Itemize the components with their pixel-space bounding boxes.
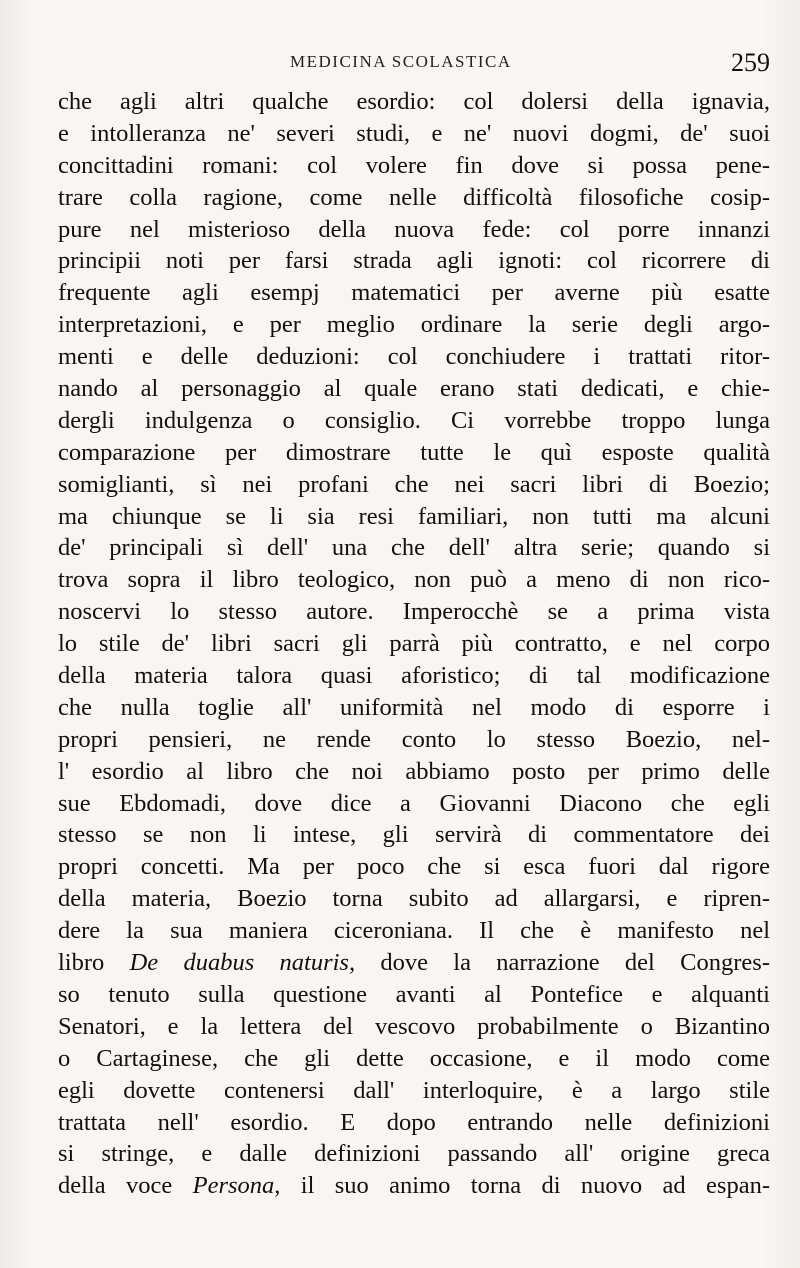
text-run: della voce: [58, 1172, 193, 1200]
text-line: si stringe, e dalle definizioni passando all' origine greca: [58, 1140, 770, 1168]
italic-title: De duabus naturis,: [129, 949, 356, 977]
text-line: frequente agli esempj matematici per averne più esatte: [58, 279, 770, 307]
page-number: 259: [731, 48, 770, 77]
text-line: o Cartaginese, che gli dette occasione, e il modo come: [58, 1044, 770, 1072]
text-line: propri concetti. Ma per poco che si esca fuori dal rigore: [58, 853, 770, 881]
text-line: menti e delle deduzioni: col conchiudere i trattati ritor-: [58, 343, 770, 371]
text-line: principii noti per farsi strada agli ignoti: col ricorrere di: [58, 247, 770, 275]
text-line: interpretazioni, e per meglio ordinare la serie degli argo-: [58, 311, 770, 339]
text-line: lo stile de' libri sacri gli parrà più contratto, e nel corpo: [58, 630, 770, 658]
text-line: trattata nell' esordio. E dopo entrando nelle definizioni: [58, 1108, 770, 1136]
text-run: , il suo animo torna di nuovo ad espan-: [274, 1172, 770, 1200]
text-line: dergli indulgenza o consiglio. Ci vorrebbe troppo lunga: [58, 406, 770, 434]
text-line: della materia, Boezio torna subito ad allargarsi, e ripren-: [58, 885, 770, 913]
text-line: concittadini romani: col volere fin dove si possa pene-: [58, 151, 770, 179]
text-line: egli dovette contenersi dall' interloquire, è a largo stile: [58, 1076, 770, 1104]
text-line: ma chiunque se li sia resi familiari, non tutti ma alcuni: [58, 502, 770, 530]
text-line: che agli altri qualche esordio: col dolersi della ignavia,: [58, 88, 770, 115]
text-line: pure nel misterioso della nuova fede: col porre innanzi: [58, 215, 770, 243]
text-line: somiglianti, sì nei profani che nei sacri libri di Boezio;: [58, 470, 770, 498]
text-line: propri pensieri, ne rende conto lo stesso Boezio, nel-: [58, 725, 770, 753]
text-line: so tenuto sulla questione avanti al Pontefice e alquanti: [58, 980, 770, 1008]
text-line: e intolleranza ne' severi studi, e ne' nuovi dogmi, de' suoi: [58, 119, 770, 147]
text-line: noscervi lo stesso autore. Imperocchè se a prima vista: [58, 598, 770, 626]
text-line: nando al personaggio al quale erano stati dedicati, e chie-: [58, 375, 770, 403]
text-line: trova sopra il libro teologico, non può a meno di non rico-: [58, 566, 770, 594]
text-line: l' esordio al libro che noi abbiamo posto per primo delle: [58, 757, 770, 785]
text-run: dove la narrazione del Congres-: [355, 949, 770, 977]
text-line: della materia talora quasi aforistico; di tal modificazione: [58, 662, 770, 690]
text-line: sue Ebdomadi, dove dice a Giovanni Diacono che egli: [58, 789, 770, 817]
text-line: stesso se non li intese, gli servirà di commentatore dei: [58, 821, 770, 849]
text-line: de' principali sì dell' una che dell' altra serie; quando si: [58, 534, 770, 562]
text-line: comparazione per dimostrare tutte le quì esposte qualità: [58, 438, 770, 466]
running-head: [60, 48, 770, 78]
text-line-with-italic: [58, 1170, 770, 1202]
text-line-with-italic: [58, 947, 770, 979]
text-line: Senatori, e la lettera del vescovo probabilmente o Bizantino: [58, 1012, 770, 1040]
text-line: trare colla ragione, come nelle difficoltà filosofiche cosip-: [58, 183, 770, 211]
body-text: [58, 86, 770, 1202]
italic-term: Persona: [192, 1172, 275, 1200]
text-line: che nulla toglie all' uniformità nel modo di esporre i: [58, 693, 770, 721]
text-run: libro: [58, 949, 130, 977]
text-line: dere la sua maniera ciceroniana. Il che è manifesto nel: [58, 917, 770, 945]
running-title: MEDICINA SCOLASTICA: [290, 52, 512, 71]
